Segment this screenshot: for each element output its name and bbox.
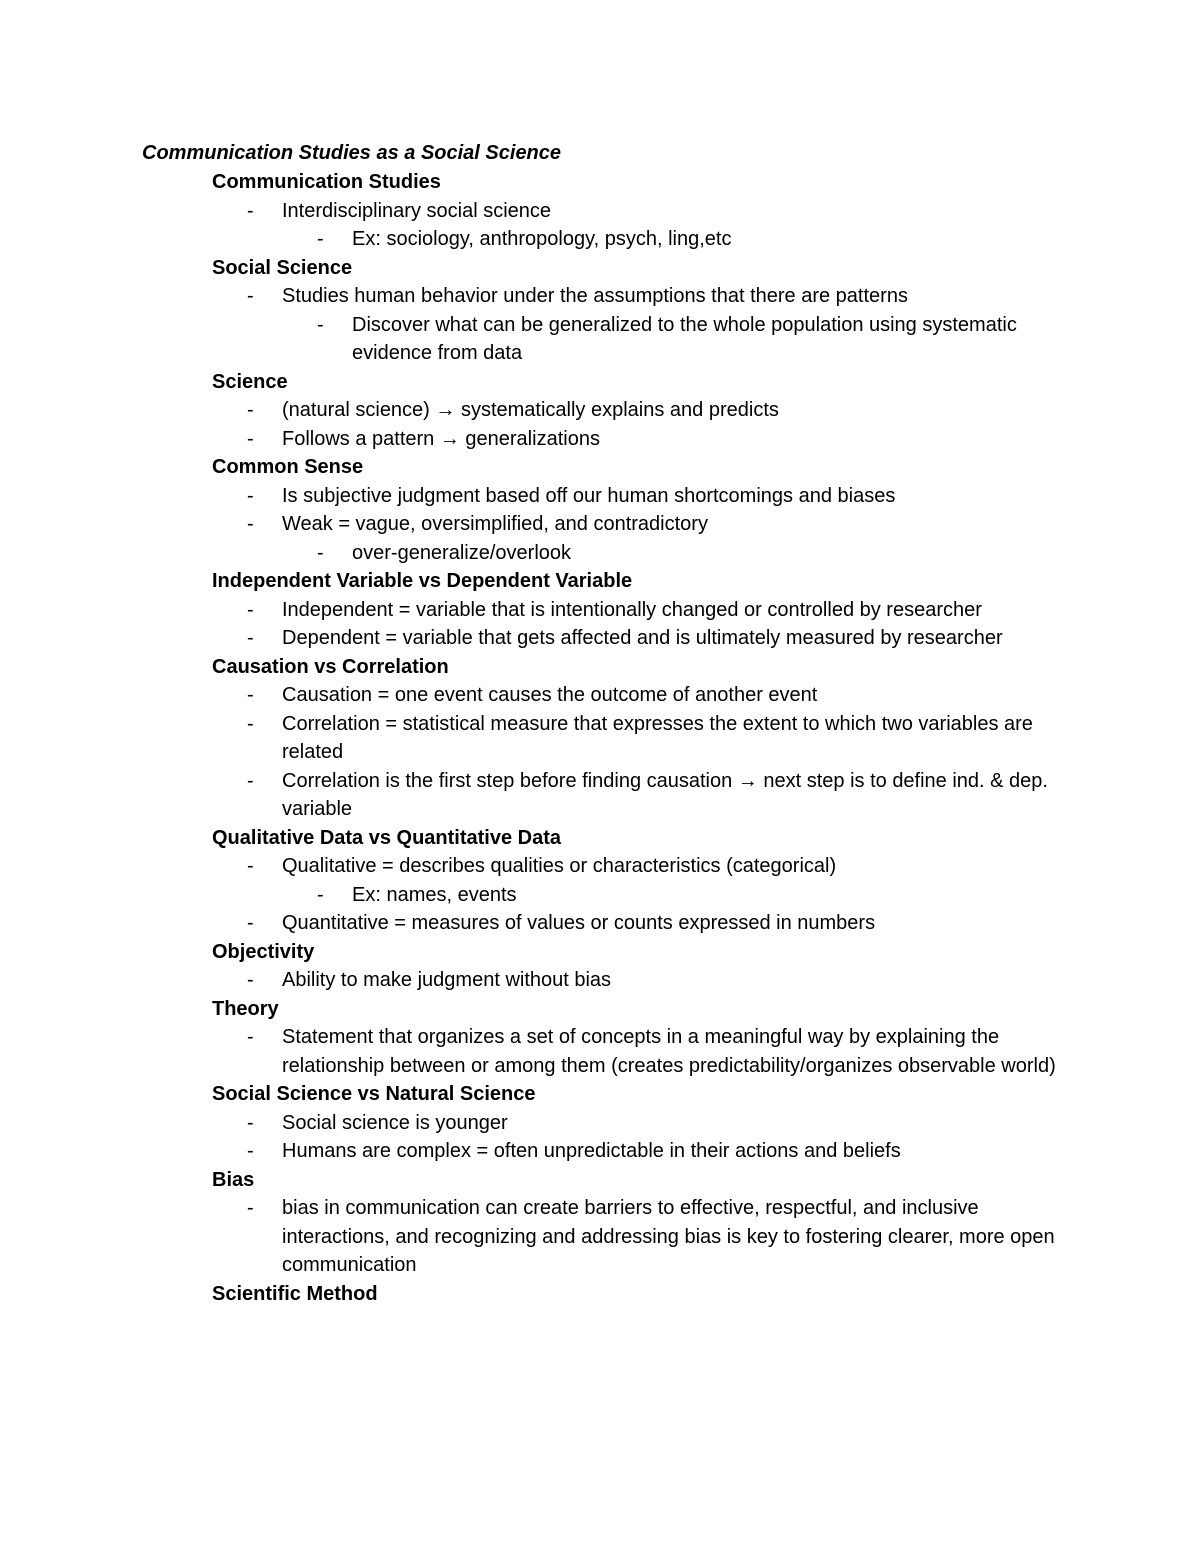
bullet-dash: -	[247, 712, 254, 735]
bullet-text: Dependent = variable that gets affected and is ultimately measured by researcher	[282, 627, 1003, 649]
bullet-item	[247, 510, 1072, 539]
bullet-item	[247, 1023, 1072, 1080]
bullet-item	[247, 624, 1072, 653]
bullet-text: Studies human behavior under the assumptions that there are patterns	[282, 285, 908, 307]
section-heading: Qualitative Data vs Quantitative Data	[212, 826, 562, 849]
note-section	[142, 368, 1072, 454]
bullet-dash: -	[247, 513, 254, 535]
bullet-dash: -	[247, 1026, 254, 1048]
bullet-text: (natural science) → systematically explains and predicts	[282, 399, 779, 421]
bullet-dash: -	[247, 627, 254, 649]
bullet-text: Independent = variable that is intentionally changed or controlled by researcher	[282, 598, 982, 621]
bullet-dash: -	[247, 598, 254, 621]
bullet-dash: -	[247, 285, 254, 307]
bullet-item	[247, 197, 1072, 226]
bullet-text: Causation = one event causes the outcome of another event	[282, 684, 818, 706]
section-heading: Science	[212, 370, 288, 393]
bullet-item	[247, 1137, 1072, 1166]
section-heading: Social Science	[212, 256, 353, 279]
bullet-text: Follows a pattern → generalizations	[282, 427, 600, 450]
bullet-text: Social science is younger	[282, 1111, 508, 1134]
sub-bullet-item	[317, 311, 1072, 368]
section-heading: Bias	[212, 1168, 255, 1191]
note-section	[142, 168, 1072, 254]
section-heading: Independent Variable vs Dependent Variable	[212, 570, 633, 592]
bullet-list	[142, 197, 1072, 254]
bullet-item	[247, 1109, 1072, 1138]
note-section	[142, 938, 1072, 995]
bullet-text: Humans are complex = often unpredictable in their actions and beliefs	[282, 1140, 901, 1162]
bullet-text: Quantitative = measures of values or counts expressed in numbers	[282, 912, 876, 934]
bullet-dash: -	[247, 199, 254, 222]
bullet-list	[142, 396, 1072, 453]
section-heading: Causation vs Correlation	[212, 655, 449, 678]
bullet-list	[142, 1109, 1072, 1166]
bullet-item	[247, 596, 1072, 625]
bullet-item	[247, 852, 1072, 881]
bullet-dash: -	[247, 1111, 254, 1134]
bullet-text: Ability to make judgment without bias	[282, 969, 612, 991]
bullet-text: bias in communication can create barriers to effective, respectful, and inclusive interactions, and recognizing and addressing bias is key to fostering clearer, more open communication	[282, 1197, 1055, 1276]
section-heading: Communication Studies	[212, 171, 441, 193]
section-heading: Scientific Method	[212, 1282, 378, 1305]
bullet-text: Is subjective judgment based off our human shortcomings and biases	[282, 484, 896, 507]
bullet-item	[247, 482, 1072, 511]
note-section	[142, 254, 1072, 368]
bullet-item	[247, 966, 1072, 995]
bullet-list	[142, 1023, 1072, 1080]
bullet-dash: -	[317, 883, 324, 906]
section-heading: Social Science vs Natural Science	[212, 1083, 536, 1105]
bullet-dash: -	[247, 969, 254, 991]
bullet-text: Discover what can be generalized to the whole population using systematic evidence from data	[352, 313, 1017, 364]
bullet-list	[142, 852, 1072, 938]
bullet-list	[142, 1194, 1072, 1280]
bullet-item	[247, 681, 1072, 710]
bullet-item	[247, 909, 1072, 938]
bullet-dash: -	[317, 228, 324, 250]
bullet-list	[142, 681, 1072, 824]
note-section	[142, 995, 1072, 1081]
note-section	[142, 453, 1072, 567]
sub-bullet-item	[317, 881, 1072, 910]
document-title: Communication Studies as a Social Science	[142, 142, 562, 164]
bullet-list	[142, 596, 1072, 653]
bullet-text: Statement that organizes a set of concepts in a meaningful way by explaining the relationship between or among them (creates predictability/organizes observable world)	[282, 1026, 1056, 1077]
section-heading: Common Sense	[212, 456, 364, 478]
bullet-text: over-generalize/overlook	[352, 541, 572, 564]
bullet-text: Weak = vague, oversimplified, and contradictory	[282, 513, 708, 535]
bullet-dash: -	[247, 684, 254, 706]
bullet-dash: -	[247, 855, 254, 877]
bullet-dash: -	[317, 313, 324, 336]
note-section	[142, 653, 1072, 824]
bullet-dash: -	[247, 769, 254, 792]
bullet-dash: -	[247, 1140, 254, 1162]
bullet-text: Interdisciplinary social science	[282, 199, 552, 222]
document-body	[142, 139, 1072, 1308]
bullet-dash: -	[247, 1197, 254, 1219]
bullet-item	[247, 1194, 1072, 1280]
note-section	[142, 824, 1072, 938]
section-heading: Theory	[212, 997, 279, 1020]
sub-bullet-item	[317, 539, 1072, 568]
bullet-item	[247, 710, 1072, 767]
bullet-text: Correlation = statistical measure that expresses the extent to which two variables are related	[282, 712, 1033, 763]
bullet-dash: -	[247, 427, 254, 450]
bullet-item	[247, 396, 1072, 425]
bullet-text: Ex: sociology, anthropology, psych, ling,etc	[352, 228, 732, 250]
bullet-item	[247, 767, 1072, 824]
note-section	[142, 567, 1072, 653]
bullet-list	[142, 966, 1072, 995]
bullet-dash: -	[317, 541, 324, 564]
bullet-dash: -	[247, 484, 254, 507]
note-section	[142, 1280, 1072, 1309]
bullet-text: Ex: names, events	[352, 883, 517, 906]
bullet-item	[247, 282, 1072, 311]
bullet-dash: -	[247, 399, 254, 421]
bullet-text: Correlation is the first step before finding causation → next step is to define ind. & dep. variable	[282, 769, 1048, 820]
note-section	[142, 1166, 1072, 1280]
section-heading: Objectivity	[212, 940, 315, 963]
sub-bullet-item	[317, 225, 1072, 254]
section-list	[142, 168, 1072, 1308]
note-section	[142, 1080, 1072, 1166]
bullet-dash: -	[247, 912, 254, 934]
bullet-list	[142, 282, 1072, 368]
bullet-item	[247, 425, 1072, 454]
bullet-list	[142, 482, 1072, 568]
bullet-text: Qualitative = describes qualities or characteristics (categorical)	[282, 855, 837, 877]
